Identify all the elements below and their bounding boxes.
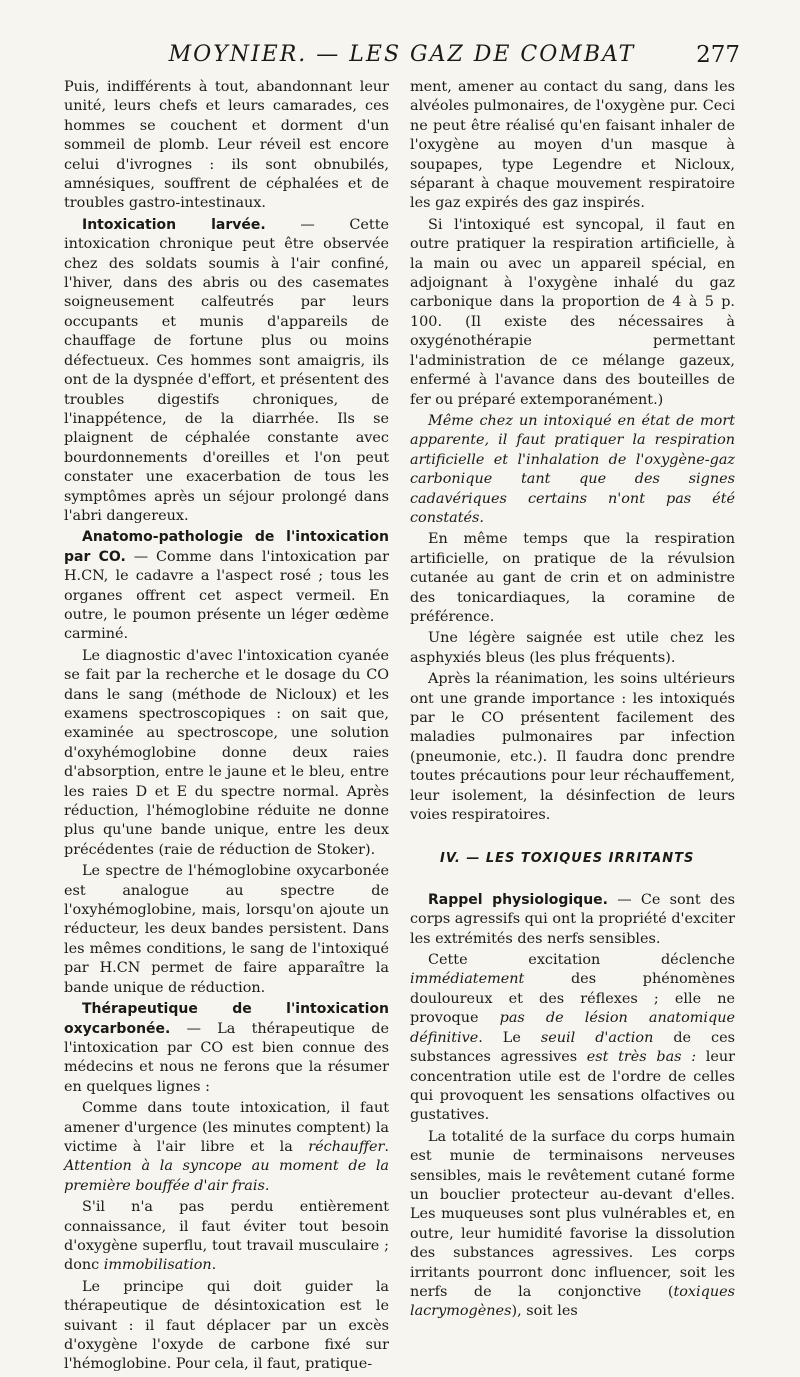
paragraph: Anatomo-pathologie de l'intoxication par CO. — Comme dans l'intoxication par H.CN, le cadavre a l'aspect rosé ; tous les organes offrent cet aspect vermeil. En outre, le poumon présente un léger œdème carminé. [64, 529, 389, 643]
paragraph: Après la réanimation, les soins ultérieurs ont une grande importance : les intoxiqués par le CO présentent facilement des maladies pulmonaires par infection (pneumonie, etc.). Il faudra donc prendre toutes précautions pour leur réchauffement, leur isolement, la désinfection de leurs voies respiratoires. [410, 671, 735, 824]
paragraph: ment, amener au contact du sang, dans les alvéoles pulmonaires, de l'oxygène pur. Ceci ne peut être réalisé qu'en faisant inhaler de l'oxygène au moyen d'un masque à soupapes, type Legendre et Nicloux, séparant à chaque mouvement respiratoire les gaz expirés des gaz inspirés. [410, 79, 735, 212]
right-column [410, 78, 735, 1324]
paragraph: Cette excitation déclenche immédiatement des phénomènes douloureux et des réflexes ; elle ne provoque pas de lésion anatomique définitive. Le seuil d'action de ces substances agressives est très bas : leur concentration utile est de l'ordre de celles qui provoquent les sensations olfactives ou gustatives. [410, 952, 736, 1124]
paragraph: Si l'intoxiqué est syncopal, il faut en outre pratiquer la respiration artificielle, à la main ou avec un appareil spécial, en adjoignant à l'oxygène inhalé du gaz carbonique dans la proportion de 4 à 5 p. 100. (Il existe des nécessaires à oxygénothérapie permettant l'administration de ce mélange gazeux, enfermé à l'avance dans des bouteilles de fer ou préparé extemporanément.) [410, 216, 735, 408]
run-in-heading: Rappel physiologique. [428, 891, 608, 908]
paragraph: Comme dans toute intoxication, il faut amener d'urgence (les minutes comptent) la victime à l'air libre et la réchauffer. Attention à la syncope au moment de la première bouffée d'air frais. [64, 1100, 389, 1194]
paragraph: Intoxication larvée. — Cette intoxication chronique peut être observée chez des soldats soumis à l'air confiné, l'hiver, dans des abris ou des casemates soigneusement calfeutrés par leurs occupants et munis d'appareils de chauffage de fortune plus ou moins défectueux. Ces hommes sont amaigris, ils ont de la dyspnée d'effort, et présentent des troubles digestifs chroniques, de l'inappétence, de la diarrhée. Ils se plaignent de céphalée constante avec bourdonnements d'oreilles et l'on peut constater une exacerbation de tous les symptômes après un séjour prolongé dans l'abri dangereux. [64, 216, 389, 524]
paragraph: Puis, indifférents à tout, abandonnant leur unité, leurs chefs et leurs camarades, ces hommes se couchent et dorment d'un sommeil de plomb. Leur réveil est encore celui d'ivrognes : ils sont obnubilés, amnésiques, souffrent de céphalées et de troubles gastro-intestinaux. [64, 79, 389, 212]
run-in-heading: Thérapeutique de l'intoxication oxycarbonée. [64, 1001, 389, 1037]
left-column [64, 78, 389, 1377]
paragraph: La totalité de la surface du corps humain est munie de terminaisons nerveuses sensibles, mais le revêtement cutané forme un bouclier protecteur au-devant d'elles. Les muqueuses sont plus vulnérables et, en outre, leur humidité favorise la dissolution des substances agressives. Les corps irritants pourront donc influencer, soit les nerfs de la conjonctive (toxiques lacrymogènes), soit les [410, 1128, 735, 1320]
running-title: MOYNIER. — LES GAZ DE COMBAT [168, 42, 636, 67]
paragraph: Thérapeutique de l'intoxication oxycarbonée. — La thérapeutique de l'intoxication par CO est bien connue des médecins et nous ne ferons que la résumer en quelques lignes : [64, 1001, 389, 1095]
paragraph: Rappel physiologique. — Ce sont des corps agressifs qui ont la propriété d'exciter les extrémités des nerfs sensibles. [410, 891, 736, 947]
run-in-heading: Intoxication larvée. [82, 216, 266, 233]
paragraph: Une légère saignée est utile chez les asphyxiés bleus (les plus fréquents). [410, 630, 735, 666]
page-number: 277 [696, 42, 740, 68]
paragraph: Le principe qui doit guider la thérapeutique de désintoxication est le suivant : il faut déplacer par un excès d'oxygène l'oxyde de carbone fixé sur l'hémoglobine. Pour cela, il faut, pratique- [64, 1278, 389, 1373]
page-header [64, 42, 740, 76]
paragraph: En même temps que la respiration artificielle, on pratique de la révulsion cutanée au gant de crin et on administre des tonicardiaques, la coramine de préférence. [410, 531, 735, 625]
run-in-heading: Anatomo-pathologie de l'intoxication par CO. [64, 529, 389, 565]
section-title: IV. — LES TOXIQUES IRRITANTS [440, 851, 695, 867]
paragraph: Le diagnostic d'avec l'intoxication cyanée se fait par la recherche et le dosage du CO dans le sang (méthode de Nicloux) et les examens spectroscopiques : on sait que, examinée au spectroscope, une solution d'oxyhémoglobine donne deux raies d'absorption, entre le jaune et le bleu, entre les raies D et E du spectre normal. Après réduction, l'hémoglobine réduite ne donne plus qu'une bande unique, entre les deux précédentes (raie de réduction de Stoker). [64, 647, 389, 858]
paragraph: Le spectre de l'hémoglobine oxycarbonée est analogue au spectre de l'oxyhémoglobine, mais, lorsqu'on ajoute un réducteur, les deux bandes persistent. Dans les mêmes conditions, le sang de l'intoxiqué par H.CN permet de faire apparaître la bande unique de réduction. [64, 863, 389, 996]
paragraph: Même chez un intoxiqué en état de mort apparente, il faut pratiquer la respiration artificielle et l'inhalation de l'oxygène-gaz carbonique tant que des signes cadavériques certains n'ont pas été constatés. [410, 412, 735, 526]
paragraph: S'il n'a pas perdu entièrement connaissance, il faut éviter tout besoin d'oxygène superflu, tout travail musculaire ; donc immobilisation. [64, 1199, 389, 1274]
